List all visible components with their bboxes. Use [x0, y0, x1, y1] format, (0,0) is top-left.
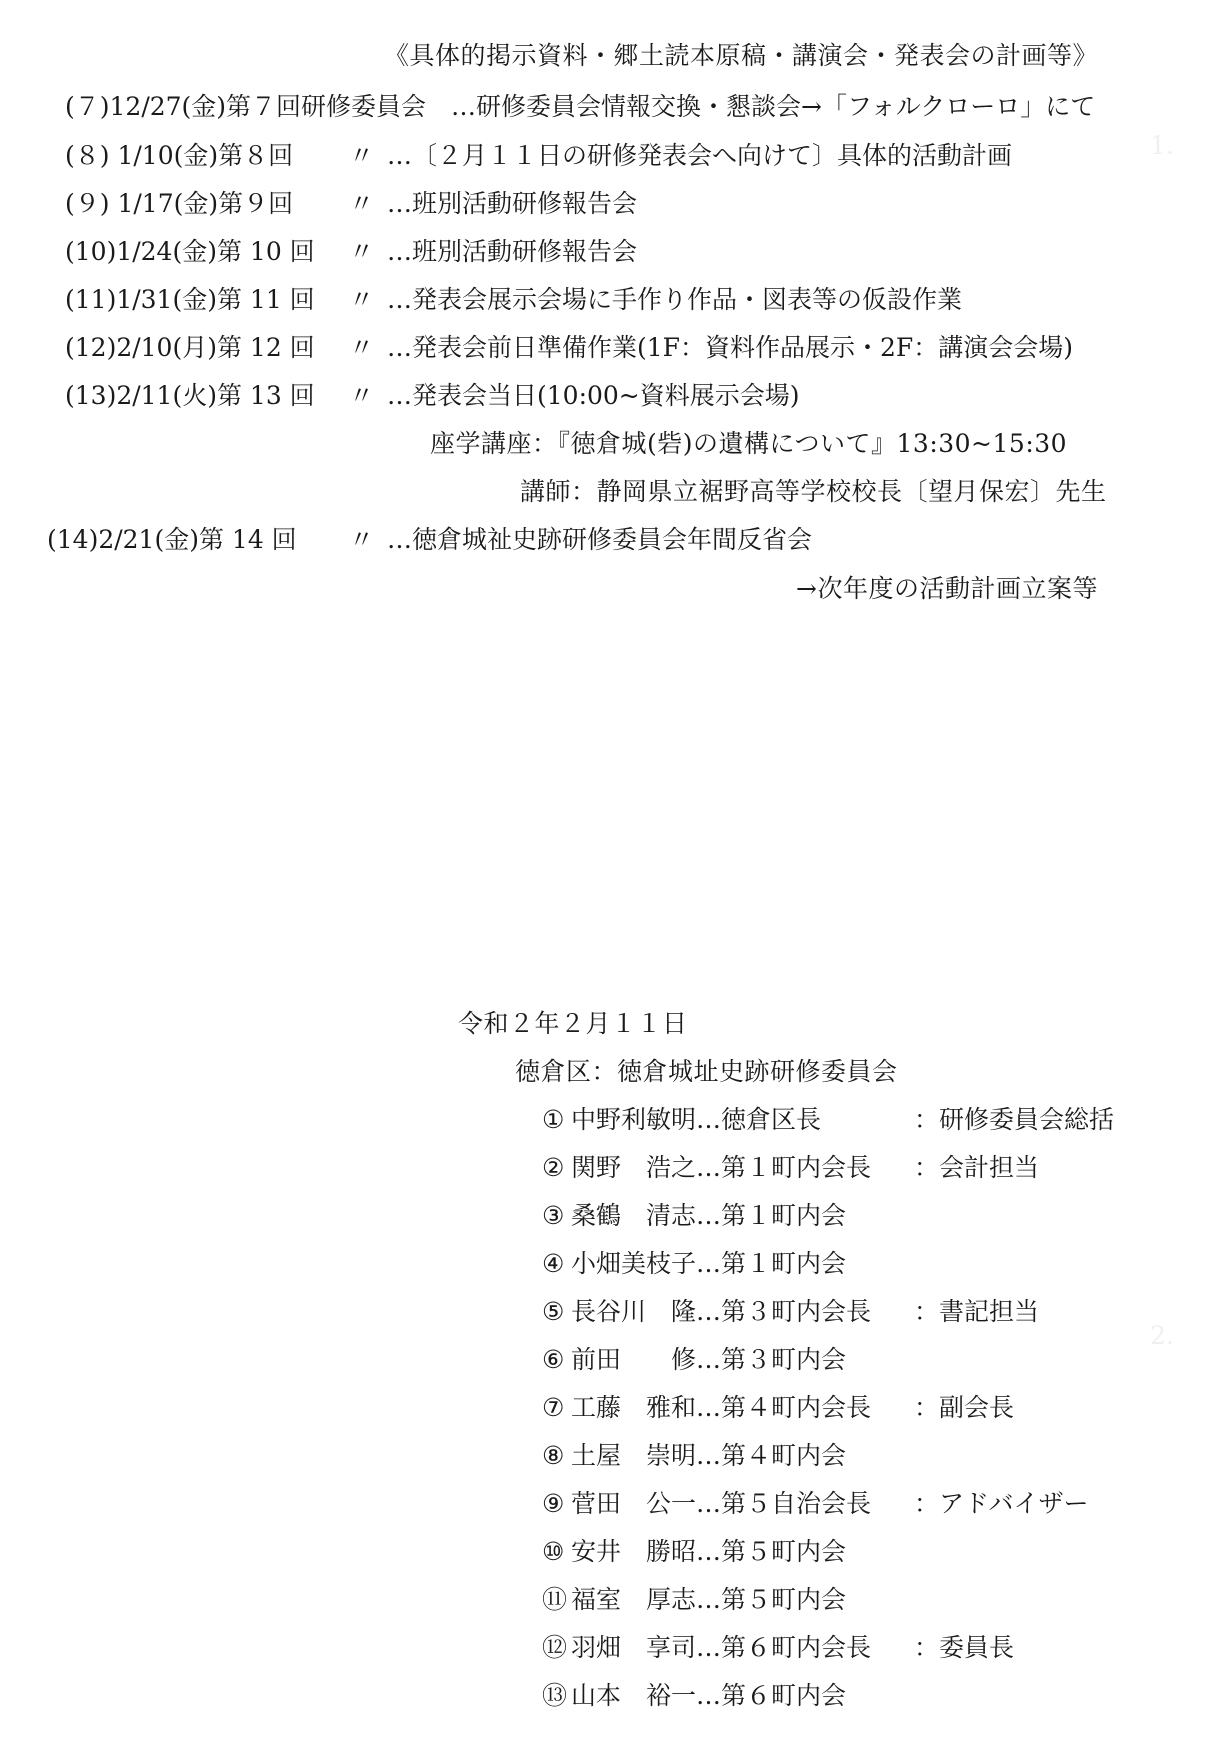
member-number: ⑪: [542, 1585, 568, 1614]
ditto-mark: 〃: [349, 189, 375, 218]
member-row: [0, 1247, 1210, 1281]
schedule-number: (14)2/21(金)第 14 回: [47, 525, 297, 554]
schedule-number: (11)1/31(金)第 11 回: [65, 285, 315, 314]
schedule-row-7: [0, 91, 1210, 123]
lecture-speaker: 講師：静岡県立裾野高等学校校長〔望月保宏〕先生: [520, 477, 1107, 506]
member-number: ③: [542, 1201, 565, 1230]
member-number: ⑦: [542, 1393, 565, 1422]
schedule-number: (７)12/27(金)第７回研修委員会: [65, 92, 427, 121]
member-row: [0, 1583, 1210, 1617]
schedule-text: …発表会展示会場に手作り作品・図表等の仮設作業: [387, 285, 963, 314]
schedule-number: (13)2/11(火)第 13 回: [65, 381, 315, 410]
schedule-row-14: [0, 524, 1210, 556]
member-role: ：アドバイザー: [914, 1489, 1089, 1518]
member-row: [0, 1103, 1210, 1137]
member-row: [0, 1295, 1210, 1329]
member-row: [0, 1199, 1210, 1233]
ditto-mark: 〃: [349, 141, 375, 170]
schedule-row-11: [0, 284, 1210, 316]
member-number: ①: [542, 1105, 565, 1134]
member-number: ②: [542, 1153, 565, 1182]
member-role: ：委員長: [914, 1633, 1015, 1662]
member-name: 工藤 雅和…第４町内会長: [571, 1393, 872, 1422]
member-row: [0, 1151, 1210, 1185]
member-name: 羽畑 享司…第６町内会長: [571, 1633, 872, 1662]
schedule-row-8: [0, 140, 1210, 172]
member-name: 前田 修…第３町内会: [571, 1345, 847, 1374]
ditto-mark: 〃: [349, 381, 375, 410]
member-name: 関野 浩之…第１町内会長: [571, 1153, 872, 1182]
schedule-text: …発表会前日準備作業(1F：資料作品展示・2F：講演会会場): [387, 333, 1074, 362]
member-name: 小畑美枝子…第１町内会: [571, 1249, 847, 1278]
member-number: ⑨: [542, 1489, 565, 1518]
member-row: [0, 1535, 1210, 1569]
member-row: [0, 1487, 1210, 1521]
member-row: [0, 1439, 1210, 1473]
next-year-plan: →次年度の活動計画立案等: [796, 574, 1098, 603]
schedule-number: (10)1/24(金)第 10 回: [65, 237, 315, 266]
member-row: [0, 1631, 1210, 1665]
member-role: ：書記担当: [914, 1297, 1040, 1326]
member-name: 土屋 崇明…第４町内会: [571, 1441, 847, 1470]
schedule-text: …班別活動研修報告会: [387, 237, 638, 266]
bleed-through-text: 1.: [1150, 131, 1174, 160]
schedule-number: (12)2/10(月)第 12 回: [65, 333, 315, 362]
ditto-mark: 〃: [349, 237, 375, 266]
document-header: 《具体的掲示資料・郷土読本原稿・講演会・発表会の計画等》: [384, 41, 1099, 70]
member-number: ⑥: [542, 1345, 565, 1374]
member-name: 長谷川 隆…第３町内会長: [571, 1297, 872, 1326]
member-name: 山本 裕一…第６町内会: [571, 1681, 847, 1710]
member-number: ④: [542, 1249, 565, 1278]
ditto-mark: 〃: [349, 285, 375, 314]
document-date: 令和２年２月１１日: [458, 1009, 688, 1038]
member-name: 中野利敏明…徳倉区長: [571, 1105, 822, 1134]
schedule-text: …研修委員会情報交換・懇談会→「フォルクローロ」にて: [451, 92, 1096, 121]
member-number: ⑫: [542, 1633, 568, 1662]
member-row: [0, 1391, 1210, 1425]
lecture-title: 座学講座：『徳倉城(砦)の遺構について』13:30~15:30: [430, 429, 1068, 458]
schedule-text: …徳倉城祉史跡研修委員会年間反省会: [387, 525, 813, 554]
member-number: ⑩: [542, 1537, 565, 1566]
member-number: ⑧: [542, 1441, 565, 1470]
member-role: ：会計担当: [914, 1153, 1040, 1182]
member-role: ：副会長: [914, 1393, 1015, 1422]
member-row: [0, 1343, 1210, 1377]
schedule-number: (８) 1/10(金)第８回: [65, 141, 294, 170]
schedule-row-9: [0, 188, 1210, 220]
member-name: 安井 勝昭…第５町内会: [571, 1537, 847, 1566]
ditto-mark: 〃: [349, 333, 375, 362]
schedule-text: …班別活動研修報告会: [387, 189, 638, 218]
bleed-through-text-2: 2.: [1150, 1321, 1174, 1350]
member-number: ⑬: [542, 1681, 568, 1710]
member-number: ⑤: [542, 1297, 565, 1326]
schedule-row-12: [0, 332, 1210, 364]
member-name: 福室 厚志…第５町内会: [571, 1585, 847, 1614]
schedule-row-13: [0, 380, 1210, 412]
member-name: 桑鶴 清志…第１町内会: [571, 1201, 847, 1230]
member-row: [0, 1679, 1210, 1713]
ditto-mark: 〃: [349, 525, 375, 554]
schedule-text: …〔２月１１日の研修発表会へ向けて〕具体的活動計画: [387, 141, 1013, 170]
member-role: ：研修委員会総括: [914, 1105, 1115, 1134]
schedule-row-10: [0, 236, 1210, 268]
schedule-number: (９) 1/17(金)第９回: [65, 189, 294, 218]
member-name: 菅田 公一…第５自治会長: [571, 1489, 872, 1518]
schedule-text: …発表会当日(10:00~資料展示会場): [387, 381, 800, 410]
organization-name: 徳倉区：徳倉城址史跡研修委員会: [515, 1057, 898, 1086]
